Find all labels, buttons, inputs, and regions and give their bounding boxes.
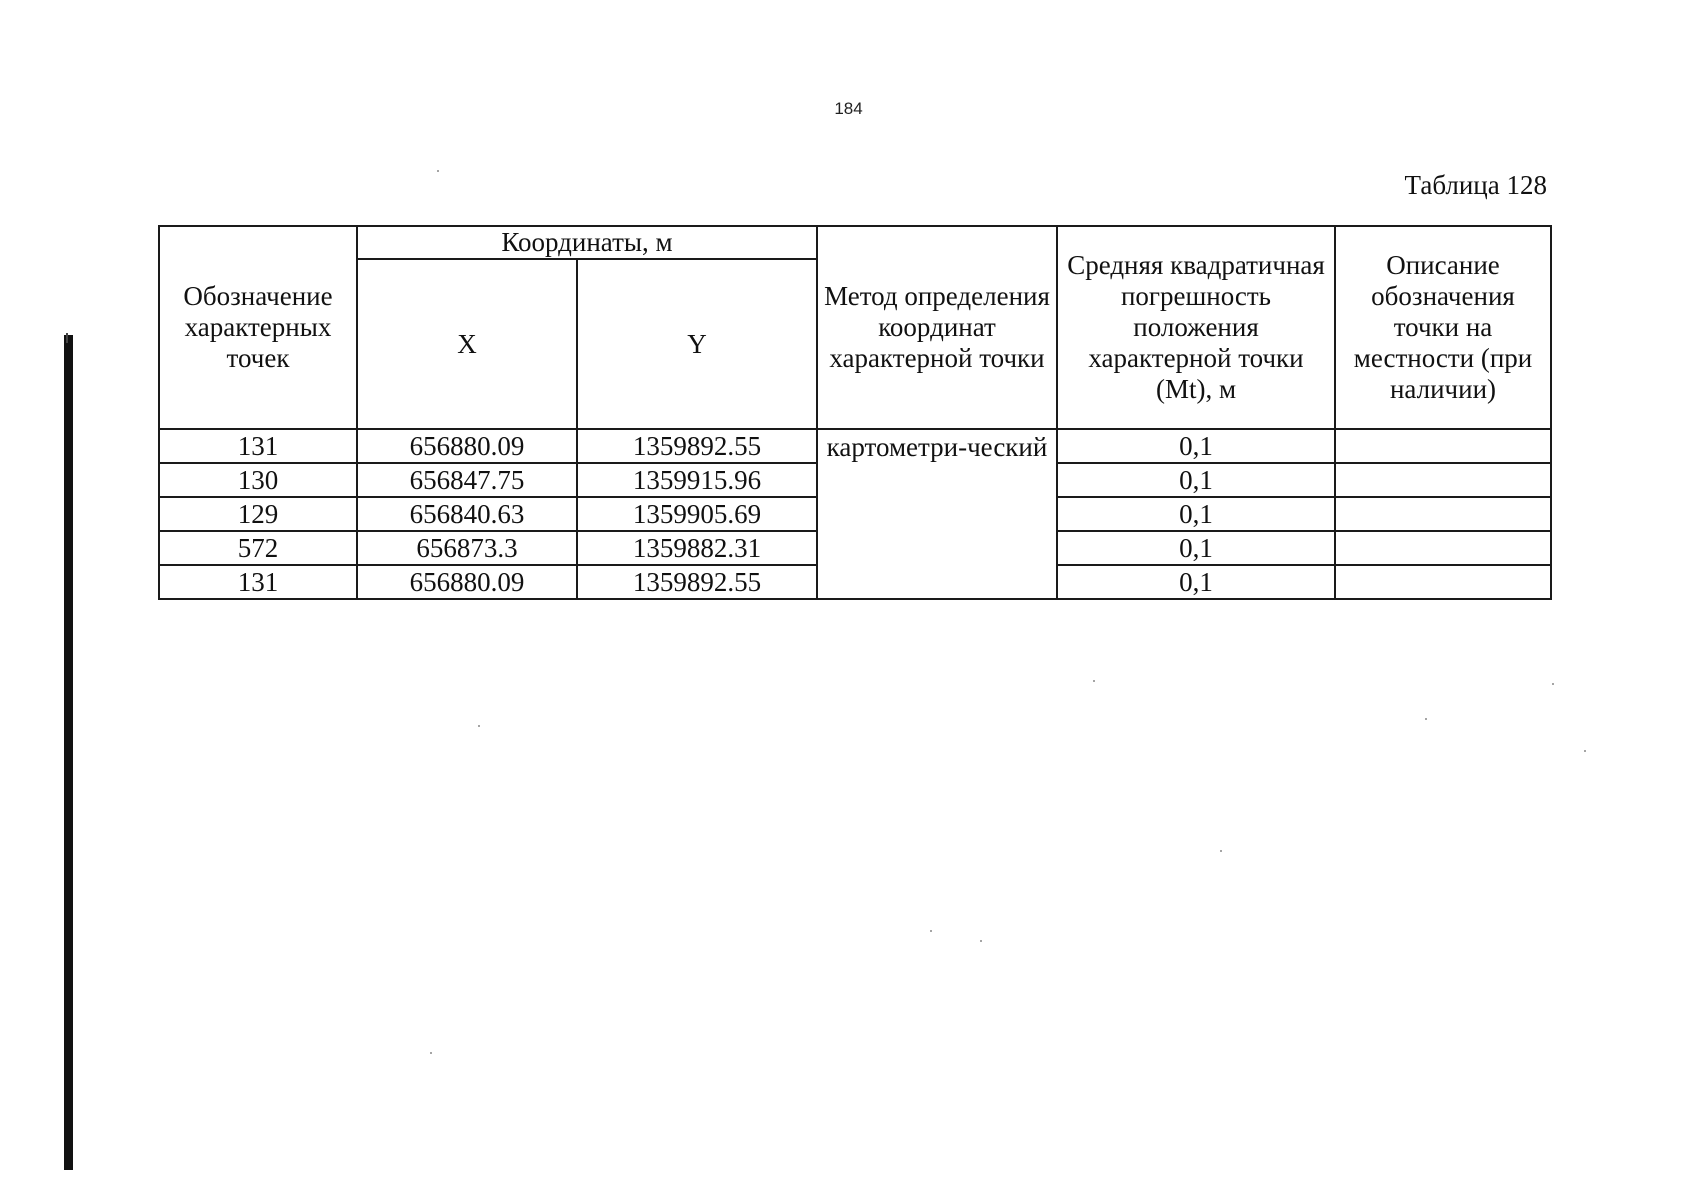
cell-y: 1359892.55 — [577, 429, 817, 463]
cell-description — [1335, 463, 1551, 497]
scan-speck — [980, 940, 982, 942]
scan-speck — [478, 725, 480, 727]
cell-point: 131 — [159, 565, 357, 599]
header-x: X — [357, 259, 577, 429]
cell-description — [1335, 565, 1551, 599]
scan-speck — [1220, 850, 1222, 852]
cell-x: 656873.3 — [357, 531, 577, 565]
header-y: Y — [577, 259, 817, 429]
header-description: Описание обозначения точки на местности (при наличии) — [1335, 226, 1551, 429]
cell-point: 572 — [159, 531, 357, 565]
cell-method: картометри-ческий — [817, 429, 1057, 599]
page-number: 184 — [834, 99, 863, 118]
cell-point: 130 — [159, 463, 357, 497]
scan-speck — [437, 170, 439, 172]
coordinates-table — [158, 225, 1552, 600]
cell-point: 129 — [159, 497, 357, 531]
header-accuracy: Средняя квадратичная погрешность положения характерной точки (Mt), м — [1057, 226, 1335, 429]
cell-point: 131 — [159, 429, 357, 463]
cell-y: 1359882.31 — [577, 531, 817, 565]
cell-accuracy: 0,1 — [1057, 565, 1335, 599]
scan-edge-shadow — [64, 335, 73, 1170]
cell-accuracy: 0,1 — [1057, 531, 1335, 565]
cell-accuracy: 0,1 — [1057, 429, 1335, 463]
cell-accuracy: 0,1 — [1057, 463, 1335, 497]
scan-edge-mark — [66, 333, 68, 343]
scan-speck — [1425, 718, 1427, 720]
scan-speck — [1584, 750, 1586, 752]
table-row — [159, 429, 1551, 463]
header-row-top — [159, 226, 1551, 259]
header-coordinates: Координаты, м — [357, 226, 817, 259]
scan-speck — [1552, 683, 1554, 685]
cell-description — [1335, 497, 1551, 531]
cell-y: 1359892.55 — [577, 565, 817, 599]
cell-x: 656880.09 — [357, 565, 577, 599]
cell-y: 1359905.69 — [577, 497, 817, 531]
header-designation: Обозначение характерных точек — [159, 226, 357, 429]
cell-accuracy: 0,1 — [1057, 497, 1335, 531]
scan-speck — [1093, 680, 1095, 682]
cell-y: 1359915.96 — [577, 463, 817, 497]
cell-x: 656880.09 — [357, 429, 577, 463]
scan-speck — [930, 930, 932, 932]
table-caption: Таблица 128 — [1404, 170, 1547, 200]
cell-x: 656840.63 — [357, 497, 577, 531]
cell-description — [1335, 531, 1551, 565]
cell-x: 656847.75 — [357, 463, 577, 497]
header-method: Метод определения координат характерной точки — [817, 226, 1057, 429]
cell-description — [1335, 429, 1551, 463]
scan-speck — [430, 1052, 432, 1054]
